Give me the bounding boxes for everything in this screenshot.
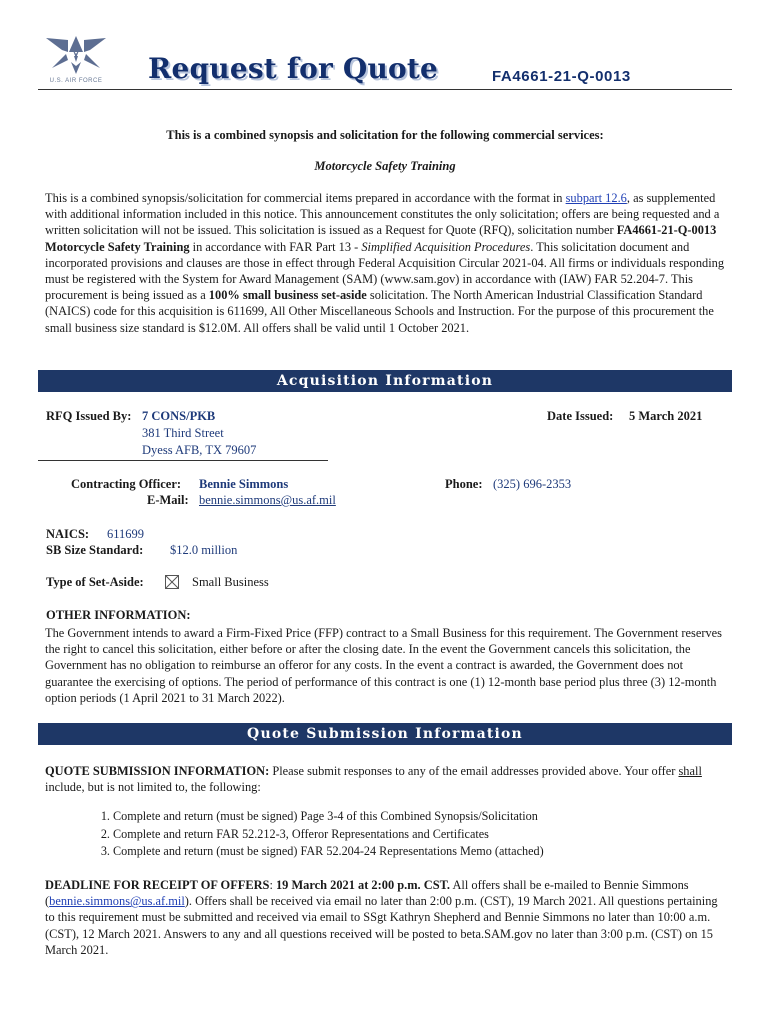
- naics-label: NAICS:: [46, 527, 90, 541]
- synopsis-paragraph: This is a combined synopsis/solicitation for commercial items prepared in accordance with the format in subpart 12.6, as supplemented with additional information included in this notice. This announcement constitutes the only solicitation; offers are being requested and a written solicitation will not be issued. This solicitation is issued as a Request for Quote (RFQ), solicitation number FA4661-21-Q-0013 Motorcycle Safety Training in accordance with FAR Part 13 - Simplified Acquisition Procedures. This solicitation document and incorporated provisions and clauses are those in effect through Federal Acquisition Circular 2021-04. All firms or individuals responding must be registered with the System for Award Management (SAM) (www.sam.gov) in accordance with (IAW) FAR 52.204-7. This procurement is being issued as a 100% small business set-aside solicitation. The North American Industrial Classification Standard (NAICS) code for this acquisition is 611699, All Other Miscellaneous Schools and Instruction. For the purpose of this procurement the small business size standard is $12.0M. All offers shall be valid until 1 October 2021.: [45, 191, 725, 335]
- contracting-officer-name: Bennie Simmons: [199, 477, 289, 491]
- set-aside-label: Type of Set-Aside:: [46, 575, 144, 589]
- email-label: E-Mail:: [147, 493, 189, 507]
- set-aside-checkbox[interactable]: [165, 575, 179, 589]
- phone-label: Phone:: [445, 477, 483, 491]
- intro-statement: This is a combined synopsis and solicitation for the following commercial services:: [166, 128, 604, 142]
- list-item: 1. Complete and return (must be signed) Page 3-4 of this Combined Synopsis/Solicitation: [113, 808, 733, 826]
- deadline-paragraph: DEADLINE FOR RECEIPT OF OFFERS: 19 March 2021 at 2:00 p.m. CST. All offers shall be e-mailed to Bennie Simmons (bennie.simmons@us.af.mil). Offers shall be received via email no later than 2:00 p.m. (CST), 19 March 2021. All questions pertaining to this requirement must be submitted and received via email to SSgt Kathryn Shepherd and Bennie Simmons no later than 10:00 a.m. (CST), 12 March 2021. Answers to any and all questions received will be posted to beta.SAM.gov no later than 3:00 p.m. (CST) on 15 March 2021.: [45, 878, 718, 957]
- air-force-logo: [38, 32, 114, 90]
- solicitation-number: FA4661-21-Q-0013: [492, 68, 631, 85]
- header-divider: [38, 89, 732, 90]
- sb-size-standard-label: SB Size Standard:: [46, 543, 144, 557]
- other-information-paragraph: The Government intends to award a Firm-Fixed Price (FFP) contract to a Small Business for this requirement. The Government reserves the right to cancel this solicitation, either before or after the closing date. In the event the Government cancels this solicitation, the Government has no obligation to reimburse an offeror for any costs. In the event a contract is awarded, the Government does not guarantee the exercising of options. The period of performance of this contract is one (1) 12-month base period plus three (3) 12-month option periods (1 April 2021 to 31 March 2022).: [45, 626, 722, 705]
- phone-value: (325) 696-2353: [493, 477, 572, 491]
- list-item: 3. Complete and return (must be signed) FAR 52.204-24 Representations Memo (attached): [113, 843, 733, 861]
- list-item: 2. Complete and return FAR 52.212-3, Offeror Representations and Certificates: [113, 826, 733, 844]
- contracting-officer-email-link[interactable]: bennie.simmons@us.af.mil: [199, 493, 336, 507]
- date-issued-label: Date Issued:: [547, 409, 614, 423]
- date-issued-value: 5 March 2021: [629, 409, 703, 423]
- quote-submission-heading: Quote Submission Information: [38, 723, 732, 745]
- contracting-officer-label: Contracting Officer:: [71, 477, 182, 491]
- rfq-issuing-office: 7 CONS/PKB: [142, 409, 216, 423]
- logo-text: U.S. AIR FORCE: [49, 78, 103, 84]
- submission-email-link[interactable]: bennie.simmons@us.af.mil: [49, 894, 185, 909]
- rfq-issued-by-label: RFQ Issued By:: [46, 409, 132, 423]
- submission-requirements-list: [88, 808, 733, 861]
- subpart-12-6-link[interactable]: subpart 12.6: [565, 191, 627, 205]
- acquisition-information-heading: Acquisition Information: [38, 370, 732, 392]
- sb-size-standard-value: $12.0 million: [170, 543, 238, 557]
- other-information-heading: OTHER INFORMATION:: [46, 608, 191, 622]
- set-aside-value: Small Business: [192, 575, 269, 589]
- service-title: Motorcycle Safety Training: [314, 159, 456, 173]
- address-divider: [38, 460, 328, 461]
- air-force-wings-icon: [38, 32, 114, 78]
- naics-value: 611699: [107, 527, 145, 541]
- quote-submission-paragraph: QUOTE SUBMISSION INFORMATION: Please submit responses to any of the email addresses provided above. Your offer shall include, but is not limited to, the following:: [45, 764, 702, 795]
- page-title: Request for Quote: [148, 52, 439, 85]
- rfq-address-line2: Dyess AFB, TX 79607: [142, 443, 257, 457]
- rfq-address-line1: 381 Third Street: [142, 426, 224, 440]
